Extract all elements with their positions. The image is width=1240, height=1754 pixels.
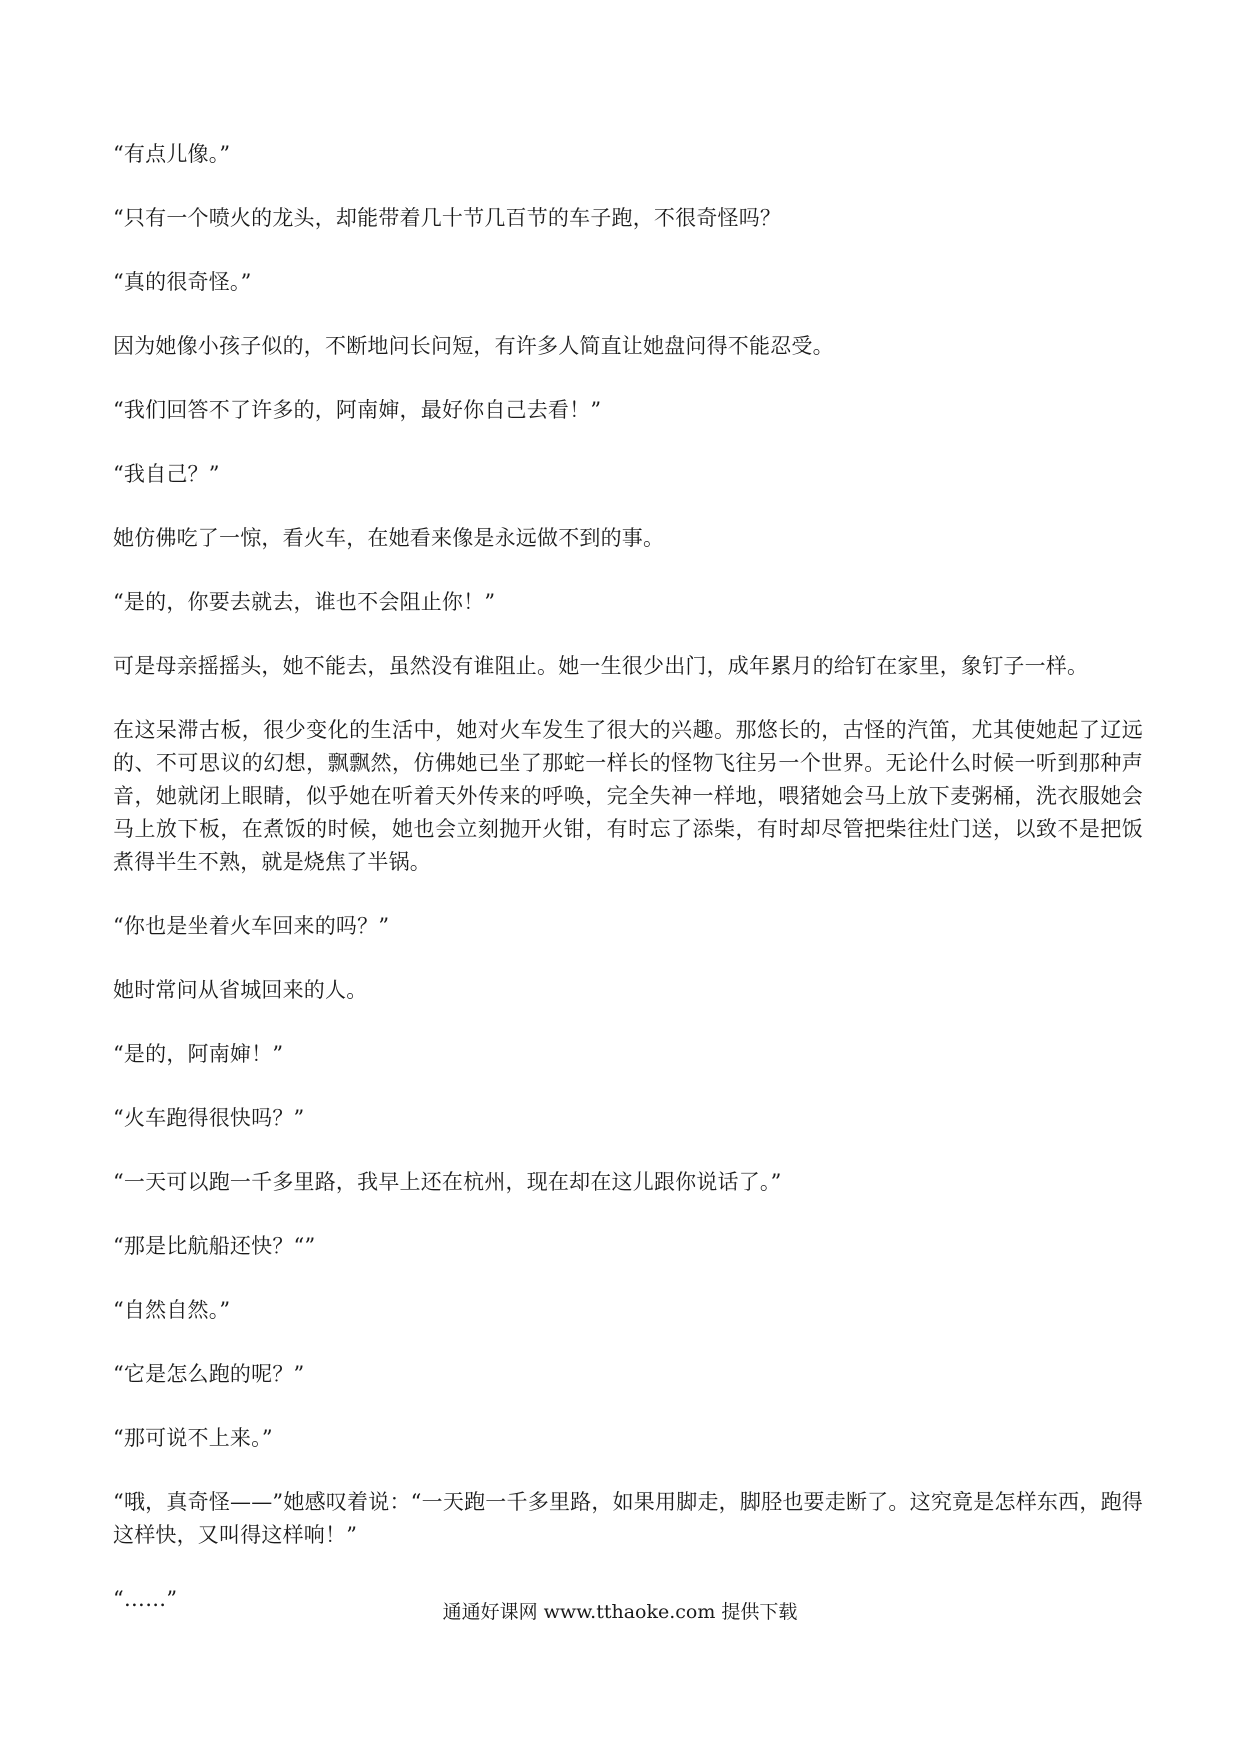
page-footer: 通通好课网 www.tthaoke.com 提供下载 <box>442 1601 798 1623</box>
paragraph: “火车跑得很快吗？” <box>113 1106 305 1130</box>
document-body <box>113 138 1143 1647</box>
paragraph: “真的很奇怪。” <box>113 270 252 294</box>
paragraph: “你也是坐着火车回来的吗？” <box>113 914 390 938</box>
paragraph: “我自己？” <box>113 462 220 486</box>
paragraph: 她时常问从省城回来的人。 <box>113 978 368 1002</box>
paragraph: “一天可以跑一千多里路，我早上还在杭州，现在却在这儿跟你说话了。” <box>113 1170 782 1194</box>
paragraph: “那是比航船还快？“” <box>113 1234 316 1258</box>
paragraph: 在这呆滞古板，很少变化的生活中，她对火车发生了很大的兴趣。那悠长的，古怪的汽笛，尤其使她起了辽远的、不可思议的幻想，飘飘然，仿佛她已坐了那蛇一样长的怪物飞往另一个世界。无论什么时候一听到那种声音，她就闭上眼睛，似乎她在听着天外传来的呼唤，完全失神一样地，喂猪她会马上放下麦粥桶，洗衣服她会马上放下板，在煮饭的时候，她也会立刻抛开火钳，有时忘了添柴，有时却尽管把柴往灶门送，以致不是把饭煮得半生不熟，就是烧焦了半锅。 <box>113 718 1143 874</box>
paragraph: “我们回答不了许多的，阿南婶，最好你自己去看！” <box>113 398 602 422</box>
paragraph: “有点儿像。” <box>113 142 231 166</box>
paragraph: “哦，真奇怪——”她感叹着说：“一天跑一千多里路，如果用脚走，脚胫也要走断了。这究竟是怎样东西，跑得这样快，又叫得这样响！” <box>113 1490 1143 1547</box>
paragraph: 因为她像小孩子似的，不断地问长问短，有许多人简直让她盘问得不能忍受。 <box>113 334 834 358</box>
paragraph: 她仿佛吃了一惊，看火车，在她看来像是永远做不到的事。 <box>113 526 665 550</box>
paragraph: “那可说不上来。” <box>113 1426 273 1450</box>
paragraph: “它是怎么跑的呢？” <box>113 1362 305 1386</box>
paragraph: 可是母亲摇摇头，她不能去，虽然没有谁阻止。她一生很少出门，成年累月的给钉在家里，象钉子一样。 <box>113 654 1089 678</box>
paragraph: “是的，阿南婶！” <box>113 1042 284 1066</box>
paragraph: “……” <box>113 1587 178 1611</box>
paragraph: “只有一个喷火的龙头，却能带着几十节几百节的车子跑，不很奇怪吗？ <box>113 206 782 230</box>
paragraph: “自然自然。” <box>113 1298 231 1322</box>
paragraph: “是的，你要去就去，谁也不会阻止你！” <box>113 590 496 614</box>
